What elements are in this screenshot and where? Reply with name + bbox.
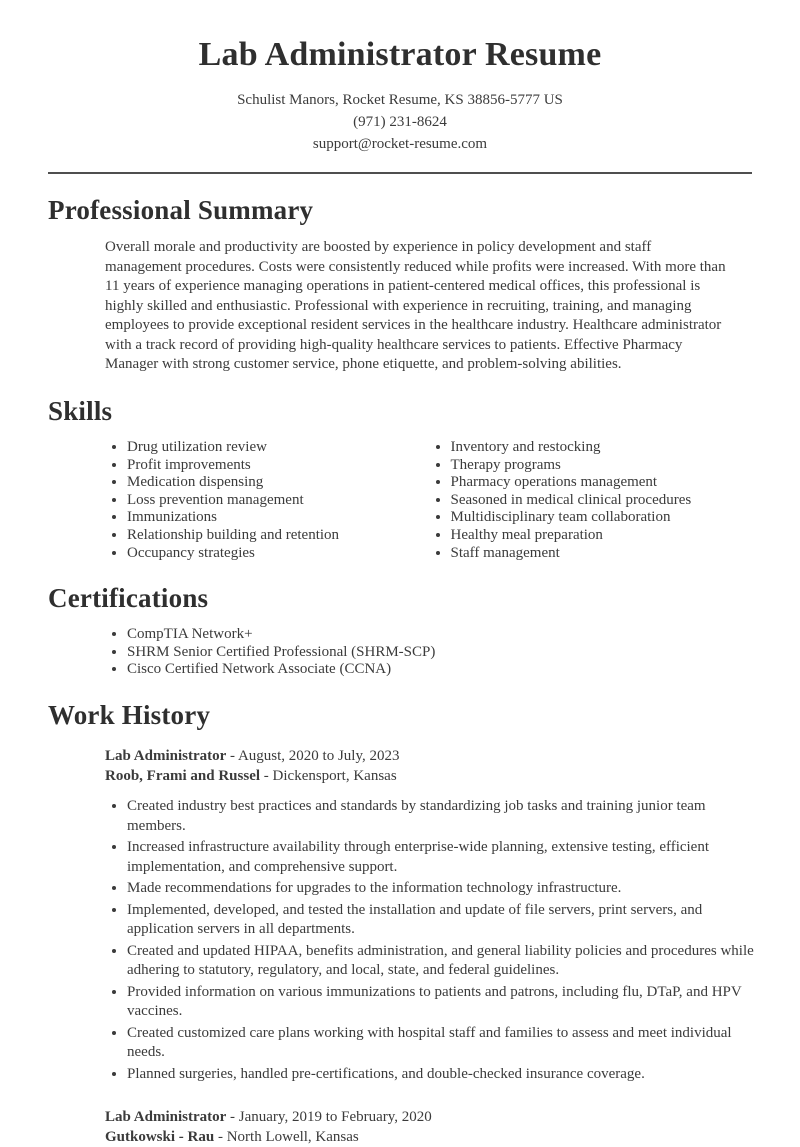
job-company-line: [105, 766, 752, 786]
header-divider: [48, 172, 752, 174]
skill-item: • Pharmacy operations management: [451, 474, 753, 492]
job-title-line: [105, 1107, 752, 1127]
section-certifications: [48, 583, 752, 679]
job-location: Dickensport, Kansas: [272, 768, 397, 785]
skills-column-left: [105, 439, 429, 562]
skill-item: • Immunizations: [127, 509, 429, 527]
contact-email: support@rocket-resume.com: [312, 136, 488, 153]
work-history-heading: Work History: [48, 699, 211, 730]
job-bullet: • Created industry best practices and standards by standardizing job tasks and training junior team members.: [127, 797, 757, 836]
job-bullet: • Created and updated HIPAA, benefits administration, and general liability policies and procedures while adhering to statutory, regulatory, and local, state, and federal guidelines.: [127, 942, 757, 981]
skills-heading: Skills: [48, 395, 113, 426]
job-location: North Lowell, Kansas: [226, 1129, 359, 1146]
skill-item: • Seasoned in medical clinical procedures: [451, 492, 753, 510]
certifications-body: [105, 626, 752, 679]
separator: -: [260, 768, 273, 785]
summary-text: Overall morale and productivity are boosted by experience in policy development and staff management procedures. Costs were consistently reduced while profits were increased. With more than 11 years of experience managing operations in patient-centered medical offices, this professional is highly skilled and enthusiastic. Professional with experience in recruiting, training, and managing employees to provide exceptional resident services in the healthcare industry. Healthcare administrator with a track record of providing high-quality healthcare services to patients. Effective Pharmacy Manager with strong customer service, phone etiquette, and problem-solving abilities.: [105, 239, 726, 373]
job-dates: August, 2020 to July, 2023: [237, 748, 400, 765]
page-title: Lab Administrator Resume: [198, 36, 602, 73]
skill-item: • Healthy meal preparation: [451, 527, 753, 545]
job-entry: [48, 746, 752, 1084]
section-professional-summary: [48, 195, 752, 375]
job-bullet-list: [105, 797, 757, 1084]
contact-phone: (971) 231-8624: [353, 114, 447, 131]
certification-item: • CompTIA Network+: [127, 626, 752, 644]
certifications-list: [105, 626, 752, 679]
skill-item: • Medication dispensing: [127, 474, 429, 492]
certification-item: • SHRM Senior Certified Professional (SHRM-SCP): [127, 644, 752, 662]
job-bullet: • Created customized care plans working with hospital staff and families to assess and meet individual needs.: [127, 1024, 757, 1063]
skills-column-right: [429, 439, 753, 562]
skill-item: • Multidisciplinary team collaboration: [451, 509, 753, 527]
job-bullet: • Increased infrastructure availability through enterprise-wide planning, extensive testing, efficient implementation, and comprehensive support.: [127, 838, 757, 877]
separator: -: [226, 748, 238, 765]
skill-item: • Relationship building and retention: [127, 527, 429, 545]
certification-item: • Cisco Certified Network Associate (CCNA): [127, 661, 752, 679]
contact-address: Schulist Manors, Rocket Resume, KS 38856-5777 US: [237, 92, 563, 109]
summary-heading: Professional Summary: [48, 195, 314, 226]
section-work-history: [48, 700, 752, 1147]
separator: -: [226, 1109, 239, 1126]
skill-item: • Staff management: [451, 545, 753, 563]
job-bullet: • Implemented, developed, and tested the installation and update of file servers, print servers, and application servers in all departments.: [127, 901, 757, 940]
job-company: Gutkowski - Rau: [105, 1129, 215, 1146]
job-entry: [48, 1107, 752, 1147]
job-title: Lab Administrator: [105, 1109, 227, 1126]
skill-item: • Loss prevention management: [127, 492, 429, 510]
skills-columns: [105, 439, 752, 562]
job-bullet: • Provided information on various immunizations to patients and patrons, including flu, DTaP, and HPV vaccines.: [127, 983, 757, 1022]
resume-header: [48, 36, 752, 155]
skill-item: • Occupancy strategies: [127, 545, 429, 563]
job-company-line: [105, 1127, 752, 1147]
skill-item: • Profit improvements: [127, 457, 429, 475]
section-skills: [48, 396, 752, 562]
separator: -: [214, 1129, 227, 1146]
skill-item: • Inventory and restocking: [451, 439, 753, 457]
certifications-heading: Certifications: [48, 583, 209, 614]
skill-item: • Drug utilization review: [127, 439, 429, 457]
job-company: Roob, Frami and Russel: [105, 768, 261, 785]
job-title-line: [105, 746, 752, 766]
job-dates: January, 2019 to February, 2020: [238, 1109, 432, 1126]
job-title: Lab Administrator: [105, 748, 227, 765]
summary-body: [105, 238, 752, 375]
skill-item: • Therapy programs: [451, 457, 753, 475]
job-bullet: • Made recommendations for upgrades to the information technology infrastructure.: [127, 879, 757, 899]
job-bullet: • Planned surgeries, handled pre-certifications, and double-checked insurance coverage.: [127, 1065, 757, 1085]
